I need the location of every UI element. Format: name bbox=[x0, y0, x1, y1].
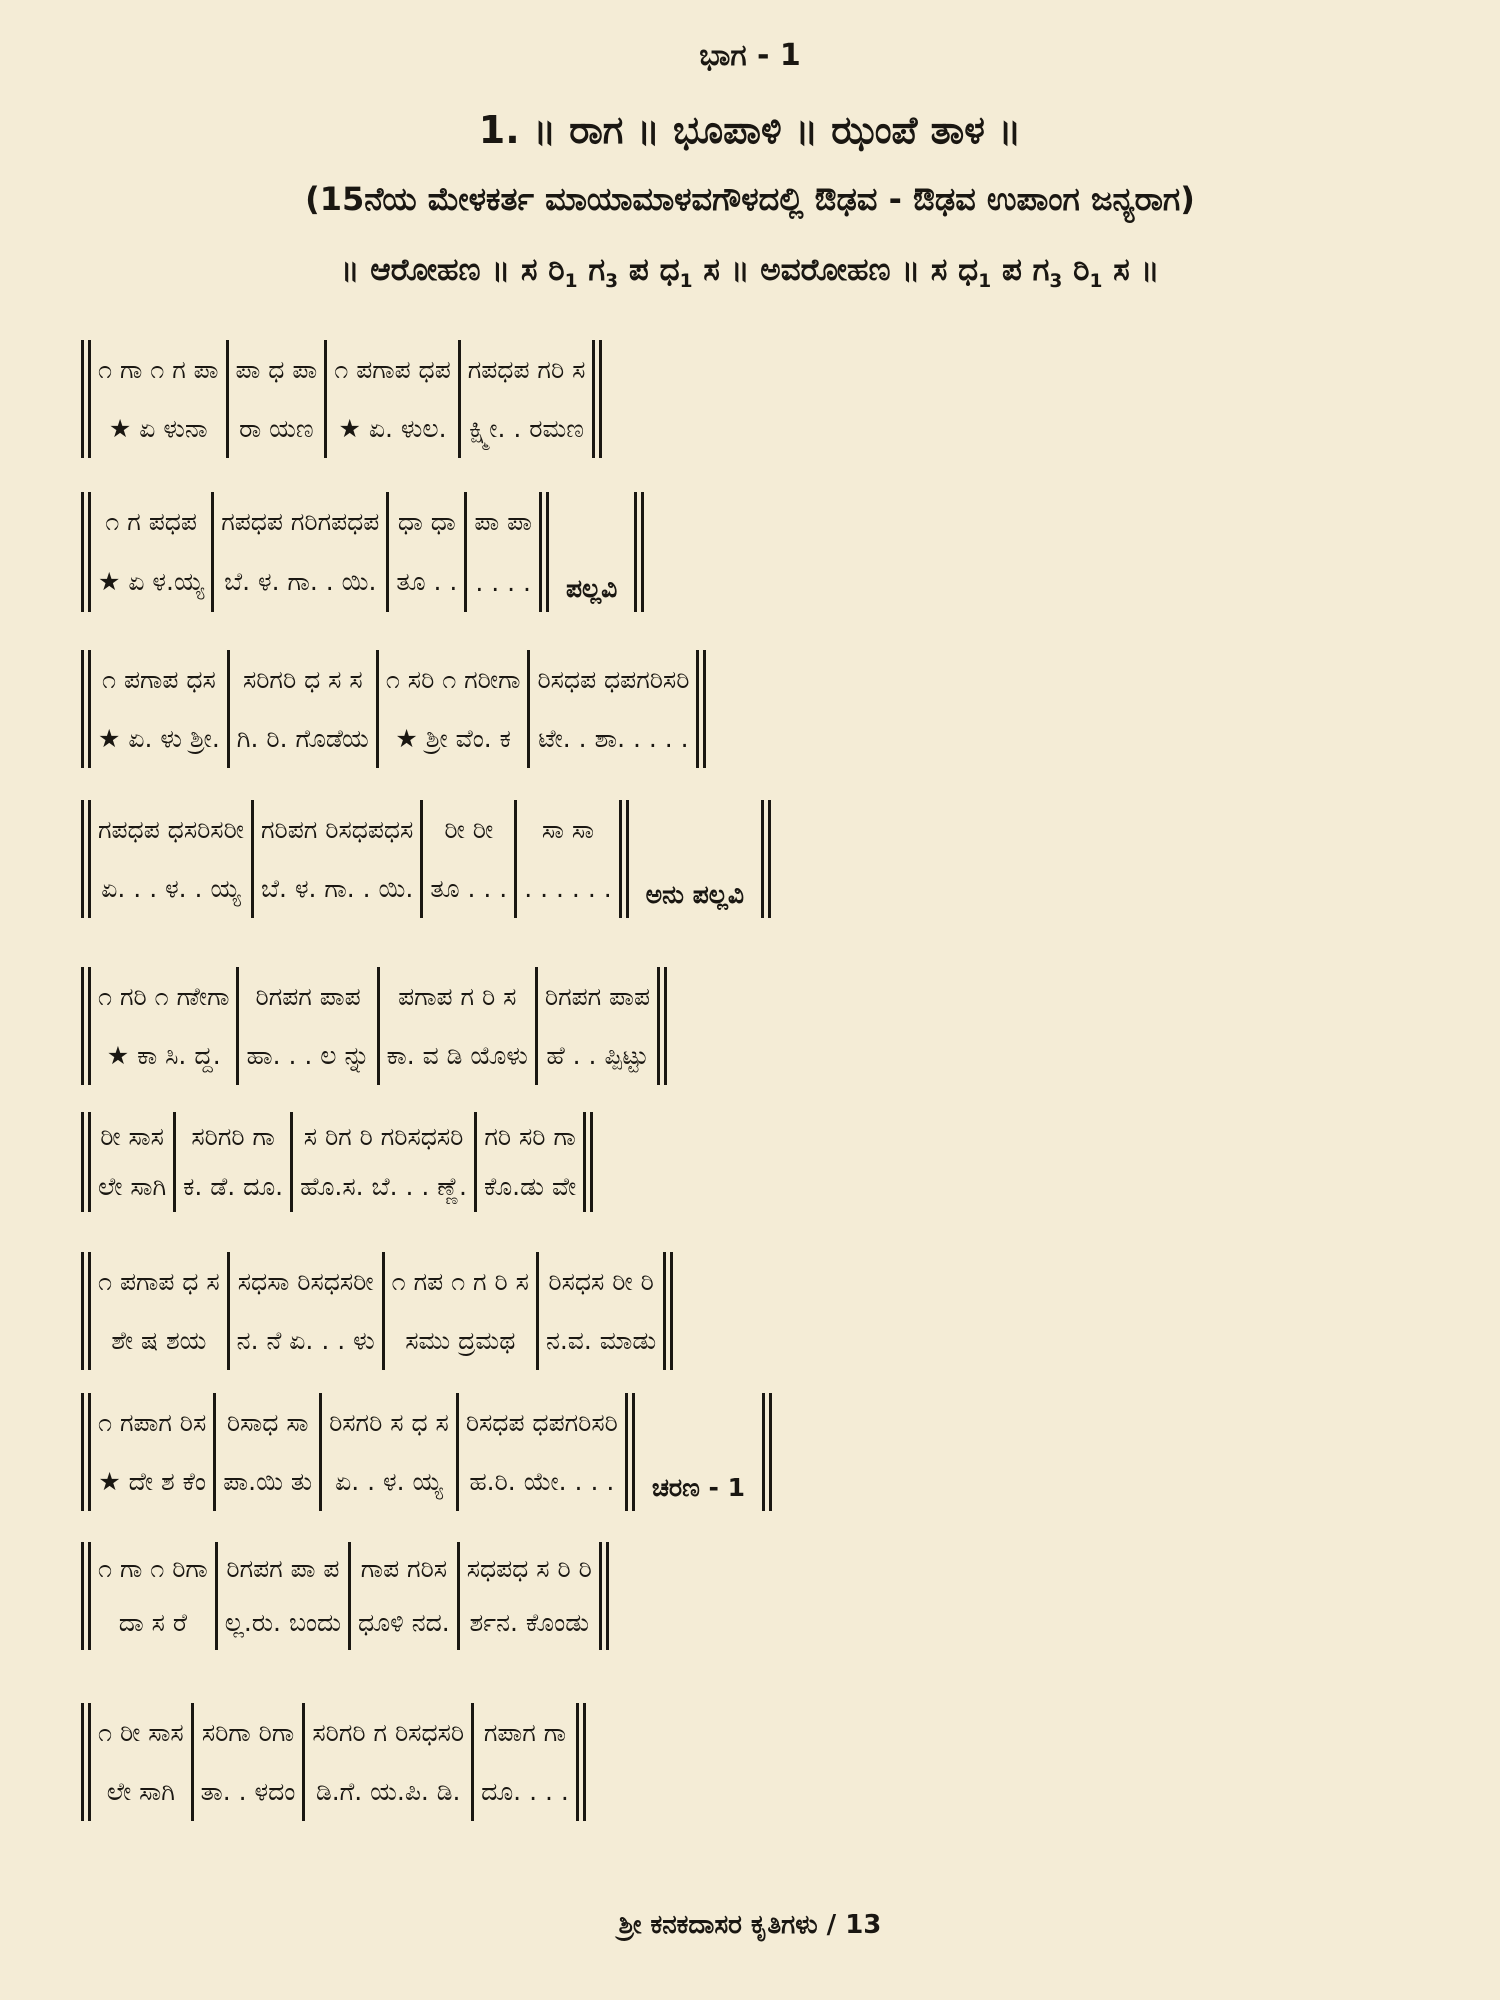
sahitya-line: . . . . bbox=[475, 567, 531, 597]
swara-line: ಗಪಧಪ ಧಸರಿಸರೀ bbox=[98, 814, 244, 844]
bar-stroke bbox=[81, 800, 84, 918]
tala-section bbox=[464, 340, 590, 458]
sahitya-line: ★ ದೇ ಶ ಕೆಂ bbox=[98, 1466, 206, 1496]
bar-stroke bbox=[81, 1393, 84, 1511]
bar-line bbox=[631, 492, 647, 612]
bar-line bbox=[373, 650, 382, 768]
swara-line: ರೀ ರೀ bbox=[444, 814, 494, 844]
bar-line bbox=[461, 492, 470, 612]
bar-line bbox=[454, 1542, 463, 1650]
section-label: ಅನು ಪಲ್ಲವಿ bbox=[645, 880, 745, 909]
sahitya-line: ಕೊ.ಡು ವೇ bbox=[483, 1172, 577, 1201]
bar-stroke bbox=[81, 1703, 84, 1821]
bar-line bbox=[379, 1252, 388, 1370]
bar-stroke bbox=[619, 800, 622, 918]
bar-stroke bbox=[535, 967, 538, 1085]
bar-stroke bbox=[236, 967, 239, 1085]
swara-line: ಗಪಧಪ ಗರಿ ಸ bbox=[467, 354, 586, 384]
tala-section bbox=[217, 492, 383, 612]
tala-section bbox=[242, 967, 373, 1085]
bar-line bbox=[78, 650, 94, 768]
swara-line: ಸಧಸಾ ರಿಸಧಸರೀ bbox=[237, 1266, 374, 1296]
tala-section bbox=[308, 1703, 468, 1821]
swara-line: ರಿಸಧಸ ರೀ ರಿ bbox=[548, 1266, 654, 1296]
sahitya-line: ಏ. . . ಳ. . ಯ್ಯ bbox=[101, 873, 241, 903]
bar-stroke bbox=[324, 340, 327, 458]
bar-stroke bbox=[88, 800, 91, 918]
sahitya-line: ಕ. ಡೆ. ದೂ. bbox=[183, 1172, 284, 1201]
notation-row bbox=[78, 650, 709, 768]
tala-section bbox=[462, 1393, 622, 1511]
scale-text: ಸ ॥ bbox=[1102, 252, 1160, 288]
bar-stroke bbox=[81, 1112, 84, 1212]
tala-section bbox=[94, 340, 223, 458]
bar-line bbox=[170, 1112, 179, 1212]
sahitya-line: ★ ಏ ಳ.ಯ್ಯ bbox=[98, 567, 205, 596]
bar-stroke bbox=[663, 1252, 666, 1370]
bar-line bbox=[316, 1393, 325, 1511]
bar-line bbox=[287, 1112, 296, 1212]
bar-stroke bbox=[583, 1703, 586, 1821]
bar-line bbox=[78, 1112, 94, 1212]
sahitya-line: ಕಾ. ವ ಡಿ ಯೊಳು bbox=[386, 1040, 528, 1070]
bar-line bbox=[78, 340, 94, 458]
bar-stroke bbox=[88, 1542, 91, 1650]
notation-row bbox=[78, 1252, 676, 1370]
sahitya-line: ಬೆ. ಳ. ಗಾ. . ಯಿ. bbox=[260, 873, 414, 903]
swara-line: ೧ ಪಗಾಪ ಧ ಸ bbox=[98, 1266, 220, 1296]
sahitya-line: . . . . . . bbox=[524, 874, 612, 904]
bar-stroke bbox=[576, 1703, 579, 1821]
bar-line bbox=[224, 650, 233, 768]
tala-section bbox=[94, 1703, 188, 1821]
scale-line bbox=[0, 252, 1500, 292]
bar-line bbox=[759, 1393, 775, 1511]
swara-line: ೧ ಗಪಾಗ ರಿಸ bbox=[98, 1407, 207, 1437]
bar-stroke bbox=[606, 1542, 609, 1650]
sahitya-line: ಹ.ರಿ. ಯೇ. . . . bbox=[469, 1466, 615, 1496]
bar-line bbox=[248, 800, 257, 918]
swara-line: ಸರಿಗರಿ ಗ ರಿಸಧಸರಿ bbox=[312, 1717, 465, 1747]
swara-line: ೧ ಪಗಾಪ ಧಸ bbox=[102, 664, 216, 694]
swara-line: ಗಪಾಗ ಗಾ bbox=[483, 1717, 567, 1747]
bar-stroke bbox=[88, 1112, 91, 1212]
bar-line bbox=[299, 1703, 308, 1821]
bar-line bbox=[212, 1542, 221, 1650]
section-label: ಚರಣ - 1 bbox=[651, 1473, 746, 1502]
sahitya-line: ದಾ ಸ ರೆ bbox=[118, 1608, 188, 1637]
bar-stroke bbox=[474, 1112, 477, 1212]
bar-stroke bbox=[632, 1393, 635, 1511]
bar-stroke bbox=[290, 1112, 293, 1212]
scale-subscript: 1 bbox=[978, 271, 992, 293]
bar-stroke bbox=[213, 1393, 216, 1511]
notation-row bbox=[78, 1112, 596, 1212]
swara-line: ೧ ಗಪ ೧ ಗ ರಿ ಸ bbox=[391, 1266, 529, 1296]
bar-stroke bbox=[377, 967, 380, 1085]
bar-line bbox=[660, 1252, 676, 1370]
tala-section bbox=[94, 1542, 212, 1650]
bar-stroke bbox=[88, 340, 91, 458]
scale-subscript: 3 bbox=[605, 271, 619, 293]
scale-text: ರಿ bbox=[1062, 252, 1090, 288]
bar-stroke bbox=[88, 1393, 91, 1511]
tala-section bbox=[325, 1393, 453, 1511]
tala-section bbox=[221, 1542, 345, 1650]
bar-line bbox=[188, 1703, 197, 1821]
swara-line: ರೀ ಸಾಸ bbox=[100, 1122, 164, 1151]
bar-stroke bbox=[768, 800, 771, 918]
swara-line: ೧ ಗರಿ ೧ ಗಾೇಗಾ bbox=[98, 981, 230, 1011]
bar-stroke bbox=[81, 340, 84, 458]
page-footer bbox=[0, 1910, 1500, 1941]
tala-section bbox=[219, 1393, 316, 1511]
swara-line: ಸರಿಗರಿ ಗಾ bbox=[191, 1122, 275, 1151]
sahitya-line: ಸಮು ದ್ರಮಥ bbox=[405, 1325, 516, 1355]
swara-line: ೧ ಗಾ ೧ ಗ ಪಾ bbox=[98, 354, 219, 384]
bar-stroke bbox=[599, 1542, 602, 1650]
sahitya-line: ತಾ. . ಳದಂ bbox=[200, 1776, 296, 1806]
bar-stroke bbox=[226, 340, 229, 458]
sahitya-line: ★ ಕಾ ಸಿ. ದ್ದ. bbox=[106, 1040, 221, 1070]
bar-stroke bbox=[536, 1252, 539, 1370]
sahitya-line: ಲೇ ಸಾಗಿ bbox=[106, 1776, 175, 1806]
tala-section bbox=[480, 1112, 580, 1212]
bar-stroke bbox=[527, 650, 530, 768]
bar-line bbox=[223, 340, 232, 458]
bar-line bbox=[78, 1393, 94, 1511]
swara-line: ಸರಿಗಾ ರಿಗಾ bbox=[201, 1717, 295, 1747]
swara-line: ಗಾಪ ಗರಿಸ bbox=[360, 1554, 448, 1583]
sahitya-line: ತೂ . . . bbox=[430, 873, 508, 903]
sahitya-line: ★ ಏ. ಳು ಶ್ರೀ. bbox=[98, 723, 220, 753]
raga-description: (15ನೆಯ ಮೇಳಕರ್ತ ಮಾಯಾಮಾಳವಗೌಳದಲ್ಲಿ ಔಢವ - ಔಢವ ಉಪಾಂಗ ಜನ್ಯರಾಗ) bbox=[305, 180, 1195, 218]
tala-section bbox=[477, 1703, 573, 1821]
bar-line bbox=[78, 492, 94, 612]
notation-row bbox=[78, 800, 774, 918]
sahitya-line: ಲೇ ಸಾಗಿ bbox=[98, 1172, 167, 1201]
bar-stroke bbox=[420, 800, 423, 918]
swara-line: ರಿಗಪಗ ಪಾಪ bbox=[255, 981, 361, 1011]
bar-stroke bbox=[81, 650, 84, 768]
tala-section bbox=[197, 1703, 300, 1821]
swara-line: ೧ ಪಗಾಪ ಧಪ bbox=[334, 354, 451, 384]
tala-section bbox=[382, 650, 525, 768]
bar-stroke bbox=[761, 800, 764, 918]
sahitya-line: ಹೆ . . ಪ್ಪಿಟ್ಟು bbox=[546, 1040, 649, 1070]
sahitya-line: ನ.ವ. ಮಾಡು bbox=[545, 1325, 657, 1355]
bar-line bbox=[78, 1252, 94, 1370]
section-label: ಪಲ್ಲವಿ bbox=[565, 574, 618, 603]
bar-line bbox=[374, 967, 383, 1085]
sahitya-line: ದೂ. . . . bbox=[481, 1776, 569, 1806]
swara-line: ರಿಗಪಗ ಪಾಪ bbox=[544, 981, 650, 1011]
swara-line: ರಿಸಾಧ ಸಾ bbox=[226, 1407, 309, 1437]
sahitya-line: ರ್ಶನ. ಕೊಂಡು bbox=[469, 1608, 590, 1637]
tala-section bbox=[533, 650, 693, 768]
bar-line bbox=[383, 492, 392, 612]
sahitya-line: ರಾ ಯಣ bbox=[239, 413, 314, 443]
bar-stroke bbox=[762, 1393, 765, 1511]
tala-section bbox=[354, 1542, 454, 1650]
tala-section bbox=[179, 1112, 287, 1212]
swara-line: ಗರಿಪಗ ರಿಸಧಪಧಸ bbox=[261, 814, 414, 844]
bar-stroke bbox=[641, 492, 644, 612]
bar-line bbox=[533, 1252, 542, 1370]
bar-line bbox=[532, 967, 541, 1085]
sahitya-line: ಟೇ. . ಶಾ. . . . . bbox=[538, 723, 689, 753]
book-title: ಶ್ರೀ ಕನಕದಾಸರ ಕೃತಿಗಳು bbox=[618, 1910, 818, 1940]
swara-line: ಪಾ ಪಾ bbox=[474, 507, 532, 537]
swara-line: ಸರಿಗರಿ ಧ ಸ ಸ bbox=[242, 664, 363, 694]
tala-section bbox=[257, 800, 417, 918]
bar-stroke bbox=[458, 340, 461, 458]
sahitya-line: ಪಾ.ಯಿ ತು bbox=[223, 1466, 313, 1496]
sahitya-line: ತೂ . . bbox=[396, 567, 458, 596]
sahitya-line: ಡಿ.ಗೆ. ಯ.ಪಿ. ಡಿ. bbox=[315, 1776, 461, 1806]
bar-line bbox=[417, 800, 426, 918]
bar-stroke bbox=[215, 1542, 218, 1650]
bar-stroke bbox=[664, 967, 667, 1085]
part-heading: ಭಾಗ - 1 bbox=[699, 38, 801, 73]
bar-stroke bbox=[251, 800, 254, 918]
tala-section bbox=[94, 492, 208, 612]
sahitya-line: ಗಿ. ರಿ. ಗೊಡೆಯ bbox=[236, 723, 369, 753]
sahitya-line: ಹಾ. . . ಲ ನ್ನು bbox=[246, 1040, 370, 1070]
bar-line bbox=[208, 492, 217, 612]
tala-section bbox=[463, 1542, 596, 1650]
sahitya-line: ಬೆ. ಳ. ಗಾ. . ಯಿ. bbox=[224, 567, 377, 596]
bar-stroke bbox=[546, 492, 549, 612]
swara-line: ರಿಸಧಪ ಧಪಗರಿಸರಿ bbox=[537, 664, 690, 694]
bar-stroke bbox=[88, 492, 91, 612]
bar-stroke bbox=[471, 1703, 474, 1821]
sahitya-line: ಕ್ಷ್ಮೀ. . ರಮಣ bbox=[469, 413, 585, 443]
swara-line: ೧ ಗ ಪಧಪ bbox=[105, 507, 197, 536]
tala-section bbox=[542, 1252, 660, 1370]
sahitya-line: ★ ಏ. ಳುಲ. bbox=[338, 413, 447, 443]
swara-line: ಗಪಧಪ ಗರಿಗಪಧಪ bbox=[221, 507, 380, 536]
sahitya-line: ★ ಏ ಳುನಾ bbox=[108, 413, 208, 443]
bar-stroke bbox=[382, 1252, 385, 1370]
notation-row bbox=[78, 340, 605, 458]
bar-line bbox=[78, 967, 94, 1085]
scale-subscript: 1 bbox=[679, 271, 693, 293]
swara-line: ರಿಸಗರಿ ಸ ಧ ಸ bbox=[329, 1407, 449, 1437]
bar-stroke bbox=[173, 1112, 176, 1212]
tala-section bbox=[233, 1252, 379, 1370]
notation-row bbox=[78, 492, 647, 612]
bar-line bbox=[580, 1112, 596, 1212]
bar-stroke bbox=[583, 1112, 586, 1212]
bar-stroke bbox=[191, 1703, 194, 1821]
scale-text: ಪ ಗ bbox=[991, 252, 1050, 288]
bar-line bbox=[78, 1542, 94, 1650]
bar-stroke bbox=[457, 1542, 460, 1650]
bar-line bbox=[573, 1703, 589, 1821]
sahitya-line: ಏ. . ಳ. ಯ್ಯ bbox=[335, 1466, 443, 1496]
swara-line: ಪಗಾಪ ಗ ರಿ ಸ bbox=[398, 981, 517, 1011]
tala-section bbox=[94, 1393, 210, 1511]
notation-row bbox=[78, 967, 670, 1085]
bar-stroke bbox=[626, 800, 629, 918]
bar-stroke bbox=[348, 1542, 351, 1650]
bar-stroke bbox=[88, 967, 91, 1085]
footer-separator: / bbox=[826, 1910, 837, 1940]
bar-line bbox=[78, 1703, 94, 1821]
bar-line bbox=[468, 1703, 477, 1821]
bar-stroke bbox=[539, 492, 542, 612]
bar-stroke bbox=[703, 650, 706, 768]
bar-line bbox=[471, 1112, 480, 1212]
bar-stroke bbox=[88, 1252, 91, 1370]
bar-line bbox=[654, 967, 670, 1085]
bar-stroke bbox=[302, 1703, 305, 1821]
bar-line bbox=[596, 1542, 612, 1650]
bar-stroke bbox=[88, 1703, 91, 1821]
tala-section bbox=[541, 967, 654, 1085]
bar-line bbox=[321, 340, 330, 458]
bar-line bbox=[758, 800, 774, 918]
bar-stroke bbox=[514, 800, 517, 918]
bar-stroke bbox=[81, 492, 84, 612]
notation-row bbox=[78, 1393, 775, 1511]
bar-stroke bbox=[696, 650, 699, 768]
bar-line bbox=[536, 492, 552, 612]
bar-line bbox=[622, 1393, 638, 1511]
notation-row bbox=[78, 1703, 589, 1821]
swara-line: ೧ ರೀ ಸಾಸ bbox=[98, 1717, 184, 1747]
sahitya-line: ಲ್ಲ.ರು. ಬಂದು bbox=[224, 1608, 342, 1637]
swara-line: ರಿಸಧಪ ಧಪಗರಿಸರಿ bbox=[465, 1407, 618, 1437]
bar-stroke bbox=[81, 1542, 84, 1650]
bar-stroke bbox=[634, 492, 637, 612]
scale-text: ಸ ॥ ಅವರೋಹಣ ॥ ಸ ಧ bbox=[692, 252, 979, 288]
swara-line: ಗರಿ ಸರಿ ಗಾ bbox=[484, 1122, 576, 1151]
sahitya-line: ಧೂಳಿ ನದ. bbox=[358, 1608, 450, 1637]
bar-stroke bbox=[227, 1252, 230, 1370]
bar-line bbox=[693, 650, 709, 768]
tala-section bbox=[94, 967, 233, 1085]
tala-section bbox=[470, 492, 536, 612]
bar-stroke bbox=[769, 1393, 772, 1511]
bar-stroke bbox=[670, 1252, 673, 1370]
bar-stroke bbox=[590, 1112, 593, 1212]
sahitya-line: ಹೊ.ಸ. ಬೆ. . . ಣ್ಣೆ. bbox=[300, 1172, 467, 1201]
bar-line bbox=[511, 800, 520, 918]
sahitya-line: ನ. ನೆ ಏ. . . ಳು bbox=[236, 1325, 375, 1355]
tala-section bbox=[94, 1112, 170, 1212]
page-number: 13 bbox=[845, 1910, 882, 1940]
bar-stroke bbox=[81, 967, 84, 1085]
bar-stroke bbox=[625, 1393, 628, 1511]
tala-section bbox=[233, 650, 373, 768]
tala-section bbox=[94, 650, 224, 768]
swara-line: ಧಾ ಧಾ bbox=[397, 507, 456, 536]
bar-stroke bbox=[464, 492, 467, 612]
scale-text: ಪ ಧ bbox=[618, 252, 680, 288]
song-title: 1. ॥ ರಾಗ ॥ ಭೂಪಾಳಿ ॥ ಝಂಪೆ ತಾಳ ॥ bbox=[478, 108, 1022, 152]
swara-line: ಸ ರಿಗ ರಿ ಗರಿಸಧಸರಿ bbox=[303, 1122, 464, 1151]
bar-line bbox=[524, 650, 533, 768]
bar-line bbox=[224, 1252, 233, 1370]
bar-line bbox=[455, 340, 464, 458]
scale-text: ಗ bbox=[577, 252, 606, 288]
tala-section bbox=[383, 967, 532, 1085]
bar-stroke bbox=[657, 967, 660, 1085]
scale-text: ॥ ಆರೋಹಣ ॥ ಸ ರಿ bbox=[340, 252, 565, 288]
tala-section bbox=[426, 800, 511, 918]
bar-line bbox=[345, 1542, 354, 1650]
bar-stroke bbox=[386, 492, 389, 612]
swara-line: ಸಧಪಧ ಸ ರಿ ರಿ bbox=[466, 1554, 592, 1583]
bar-line bbox=[210, 1393, 219, 1511]
bar-line bbox=[616, 800, 632, 918]
tala-section bbox=[296, 1112, 471, 1212]
bar-line bbox=[78, 800, 94, 918]
bar-line bbox=[589, 340, 605, 458]
scale-subscript: 1 bbox=[564, 271, 578, 293]
notation-row bbox=[78, 1542, 612, 1650]
tala-section bbox=[392, 492, 461, 612]
tala-section bbox=[520, 800, 615, 918]
swara-line: ಸಾ ಸಾ bbox=[541, 814, 595, 844]
bar-line bbox=[233, 967, 242, 1085]
bar-stroke bbox=[81, 1252, 84, 1370]
bar-stroke bbox=[227, 650, 230, 768]
swara-line: ೧ ಸರಿ ೧ ಗರೀಗಾ bbox=[385, 664, 521, 694]
sahitya-line: ಶೇ ಷ ಶಯ bbox=[111, 1325, 207, 1355]
bar-stroke bbox=[599, 340, 602, 458]
bar-stroke bbox=[319, 1393, 322, 1511]
scale-subscript: 3 bbox=[1049, 271, 1063, 293]
sahitya-line: ★ ಶ್ರೀ ವೆಂ. ಕ bbox=[395, 723, 511, 753]
tala-section bbox=[94, 1252, 224, 1370]
bar-stroke bbox=[456, 1393, 459, 1511]
swara-line: ಪಾ ಧ ಪಾ bbox=[235, 354, 318, 384]
tala-section bbox=[388, 1252, 533, 1370]
bar-stroke bbox=[592, 340, 595, 458]
tala-section bbox=[330, 340, 454, 458]
tala-section bbox=[232, 340, 322, 458]
bar-stroke bbox=[211, 492, 214, 612]
swara-line: ೧ ಗಾ ೧ ರಿಗಾ bbox=[98, 1554, 208, 1583]
bar-line bbox=[453, 1393, 462, 1511]
tala-section bbox=[94, 800, 248, 918]
bar-stroke bbox=[376, 650, 379, 768]
swara-line: ರಿಗಪಗ ಪಾ ಪ bbox=[226, 1554, 340, 1583]
bar-stroke bbox=[88, 650, 91, 768]
scale-subscript: 1 bbox=[1089, 271, 1103, 293]
